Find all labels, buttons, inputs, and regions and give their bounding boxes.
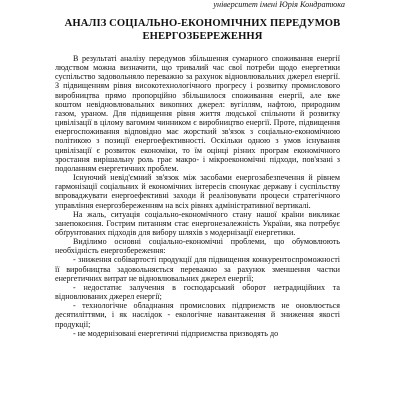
list-item-2: - недостатнє залучення в господарський оборот нетрадиційних та відновлюваних джерел енергії; [55, 282, 340, 302]
body-paragraph-3: На жаль, ситуація соціально-економічного стану нашої країни викликає занепокоєння. Гострим питанням стає енергонезалежність України, яка потребує обґрунтованих підходів для вибору шляхів з модернізації енергетики. [55, 209, 340, 237]
list-item-3: - технологічне обладнання промислових підприємств не оновлюється десятиліттями, і як наслідок - екологічне навантаження й зниження якості продукції; [55, 301, 340, 329]
article-title: АНАЛІЗ СОЦІАЛЬНО-ЕКОНОМІЧНИХ ПЕРЕДУМОВ ЕНЕРГОЗБЕРЕЖЕННЯ [64, 18, 341, 42]
article-body [55, 54, 340, 338]
body-paragraph-4: Виділимо основні соціально-економічні проблеми, що обумовлюють необхідність енергозбереження: [55, 237, 340, 256]
author-affiliation: університет імені Юрія Кондратюка [213, 0, 345, 9]
list-item-1: - зниження собівартості продукції для підвищення конкурентоспроможності її виробництва задовольняється переважно за рахунок зменшення частки енергетичних витрат не відновлювальних джерел енергії; [55, 255, 340, 283]
body-paragraph-2: Існуючий невід'ємний зв'язок між засобами енергозабезпечення й рівнем гармонізації соціальних й економічних інтересів спонукає державу і суспільству впроваджувати енергоефективні заходи й реалізовувати процеси стратегічного управління енергозбереженням на всіх рівнях адміністративної вертикалі. [55, 173, 340, 210]
body-paragraph-1: В результаті аналізу передумов збільшення сумарного споживання енергії людством можна визначити, що тривалий час свої потреби щодо енергетики суспільство задовольняло переважно за рахунок відновлювальних джерел енергії. З підвищенням рівня високотехнологічного прогресу і розвитку промислового виробництва прямо пропорційно збільшилося споживання енергії, але вже коштом невідновлювальних викопних джерел: вугіллям, нафтою, природним газом, ураном. Для підвищення рівня життя людської спільноти й розвитку цивілізації в цілому вагомим чинником є виробництво енергії. Проте, підвищення енергоспоживання відповідно має жорсткий зв'язок з соціально-економічною політикою з позиції енергоефективності. Оскільки одною з умов існування цивілізації є розвиток економіки, то їм оцінці різних програм економічного зростання вирішальну роль грає макро- і мікроекономічні підходи, пов'язані з подоланням енергетичних проблем. [55, 54, 340, 173]
list-item-4: - не модернізовані енергетичні підприємства призводять до [73, 328, 279, 338]
